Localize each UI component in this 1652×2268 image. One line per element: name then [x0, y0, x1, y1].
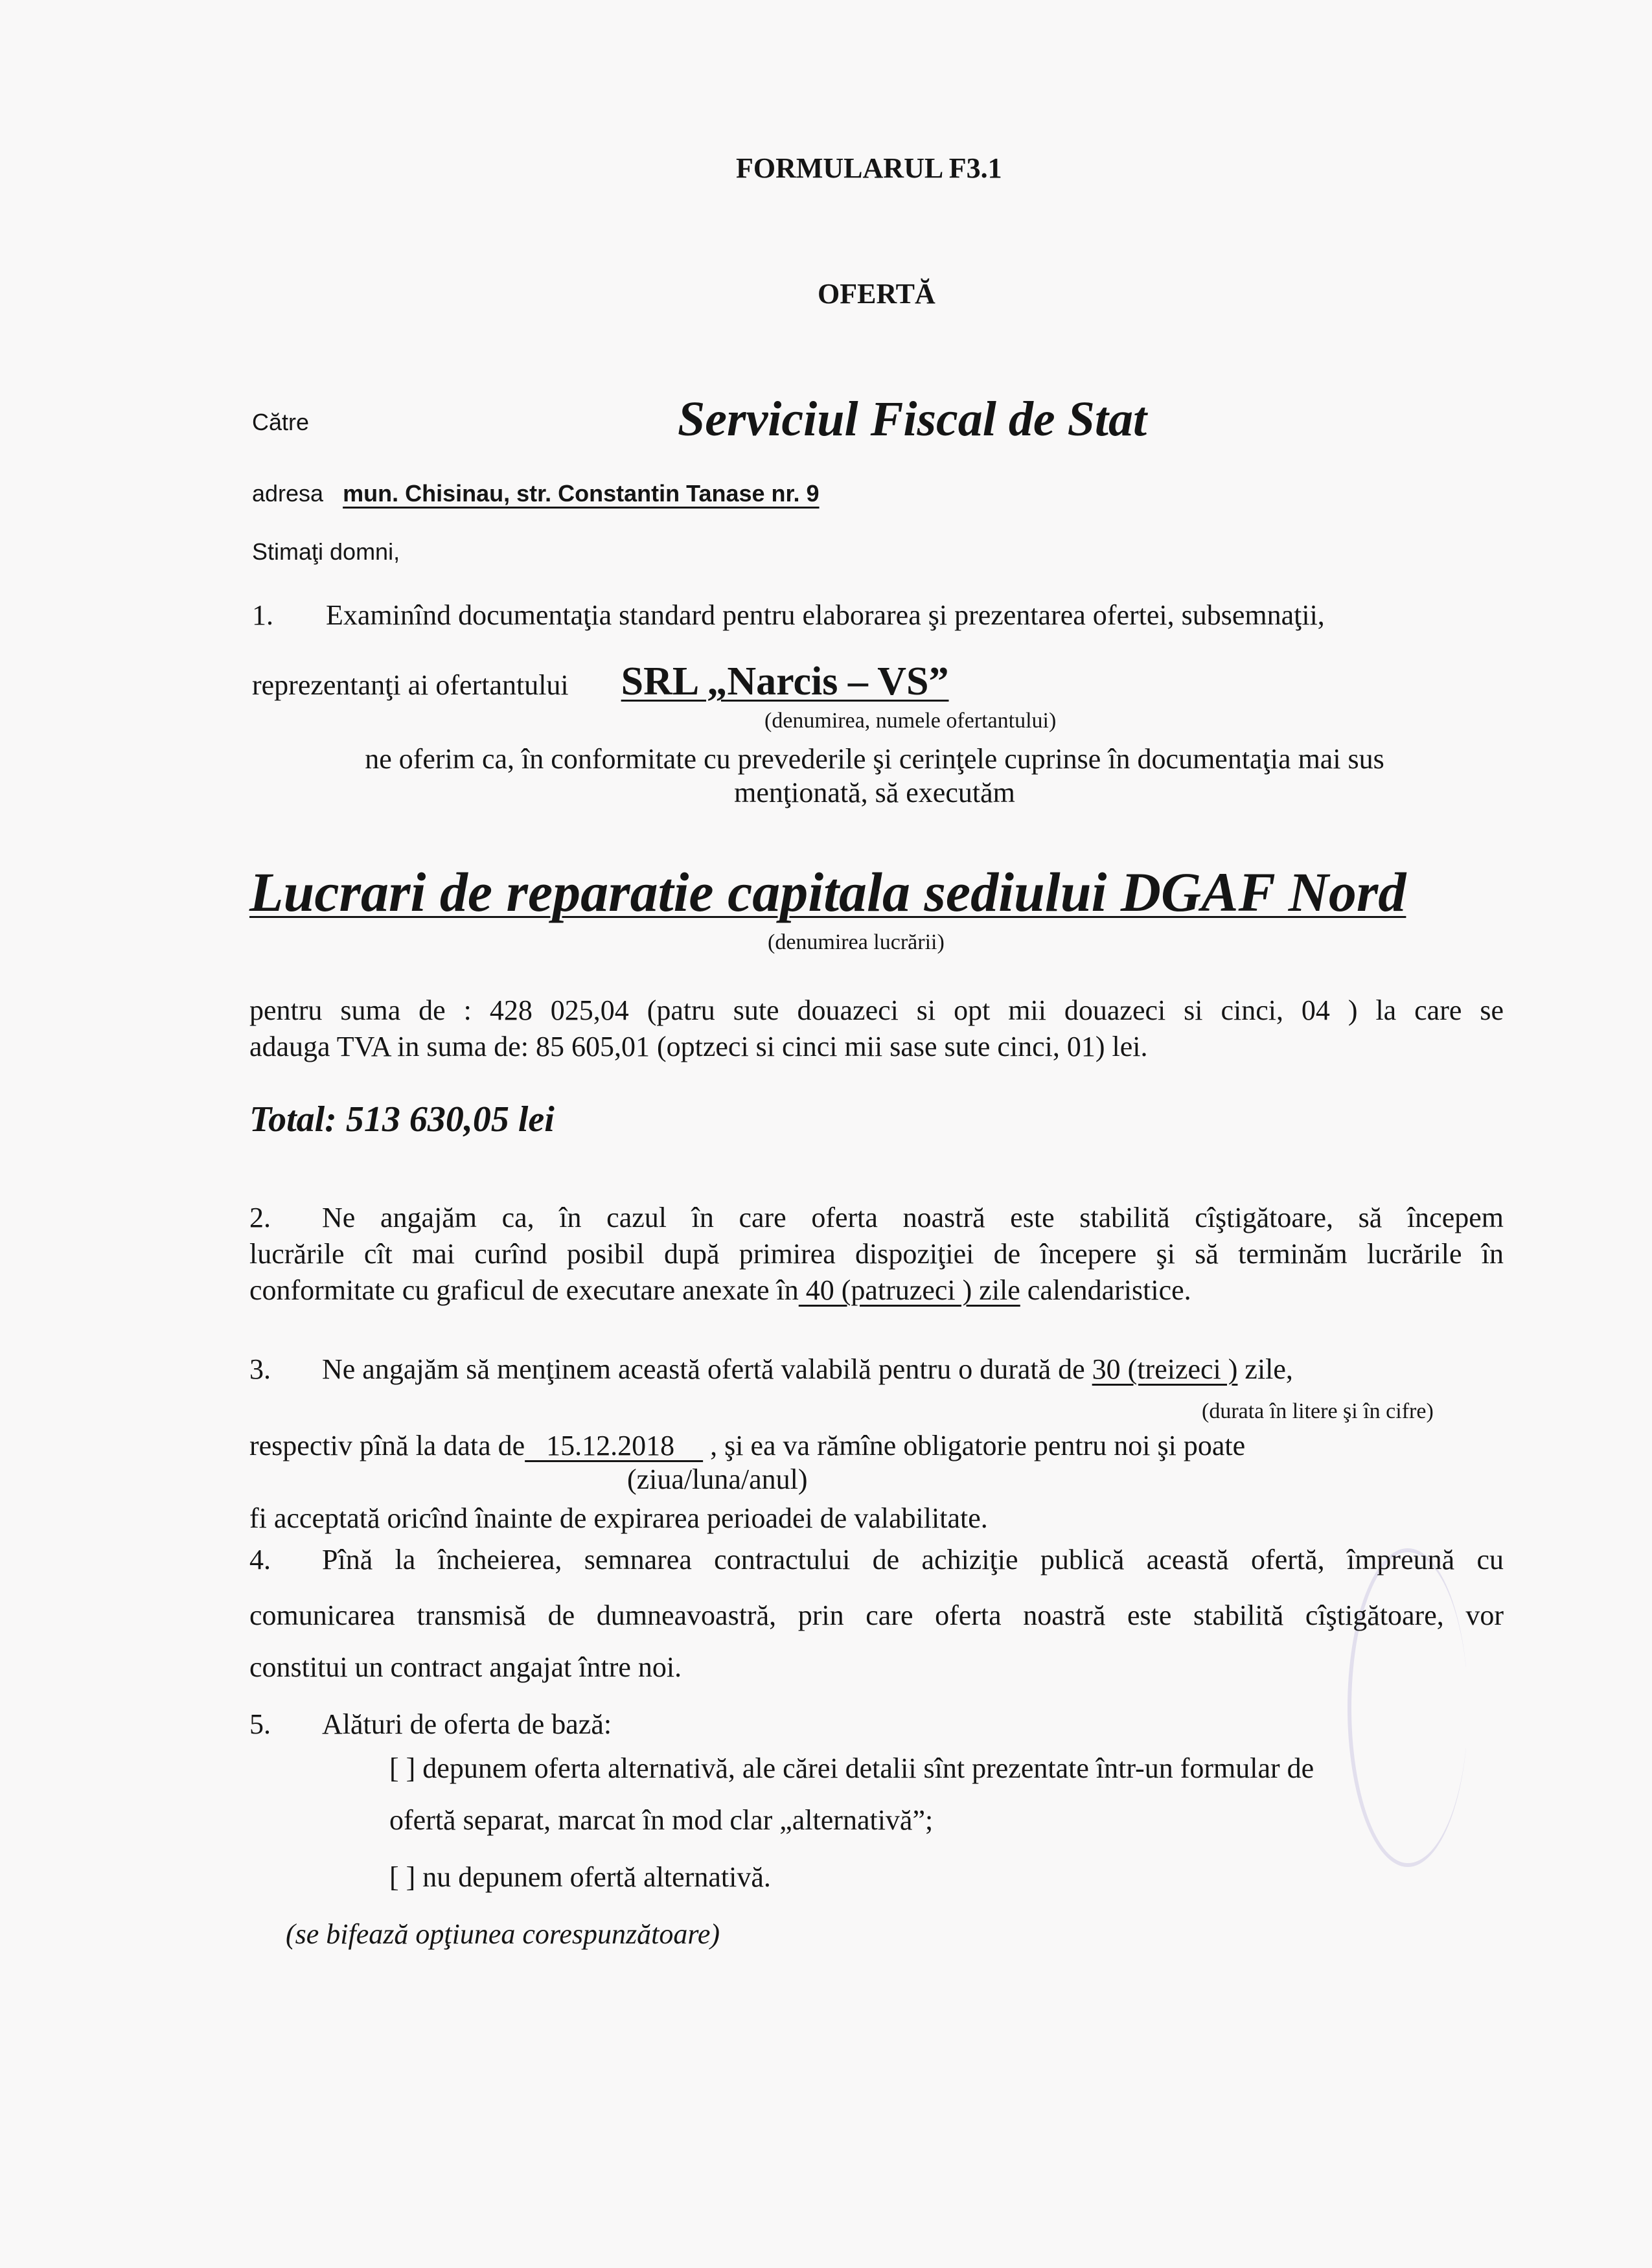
bidder-label: reprezentanţi ai ofertantului [252, 669, 569, 701]
p1-line1: Examinînd documentaţia standard pentru elaborarea şi prezentarea ofertei, subsemnaţii, [326, 599, 1325, 631]
validity-period: 30 (treizeci ) [1092, 1353, 1238, 1385]
work-title-text: Lucrari de reparatie capitala sediului DGAF Nord [249, 861, 1406, 923]
address-value: mun. Chisinau, str. Constantin Tanase nr. 9 [343, 480, 820, 507]
document-title: OFERTĂ [818, 278, 935, 310]
sum-line2: adauga TVA in suma de: 85 605,01 (optzeci si cinci mii sase sute cinci, 01) lei. [249, 1031, 1148, 1062]
p3-line1-suffix: zile, [1237, 1353, 1293, 1385]
p3-line1 [322, 1354, 1293, 1385]
p3-line2 [249, 1430, 1245, 1461]
form-code: FORMULARUL F3.1 [736, 152, 1002, 184]
p2-line2: lucrările cît mai curînd posibil după primirea dispoziţiei de începere şi să terminăm lucrările în [249, 1238, 1504, 1270]
address-line [252, 481, 820, 507]
recipient: Serviciul Fiscal de Stat [678, 392, 1147, 446]
p3-line2-suffix: , şi ea va rămîne obligatorie pentru noi şi poate [703, 1430, 1246, 1461]
address-label: adresa [252, 480, 324, 507]
option-alternative-line2: ofertă separat, marcat în mod clar „alternativă”; [389, 1804, 934, 1836]
option-alternative-line1[interactable]: [ ] depunem oferta alternativă, ale cărei detalii sînt prezentate într-un formular de [389, 1752, 1314, 1784]
sum-line1: pentru suma de : 428 025,04 (patru sute douazeci si opt mii douazeci si cinci, 04 ) la care se [249, 994, 1504, 1026]
work-caption: (denumirea lucrării) [768, 930, 945, 954]
p1-line3: ne oferim ca, în conformitate cu prevederile şi cerinţele cuprinse în documentaţia mai sus [365, 743, 1384, 775]
p3-line3: fi acceptată oricînd înainte de expirarea perioadei de valabilitate. [249, 1502, 988, 1534]
p3-line2-prefix: respectiv pînă la data de [249, 1430, 525, 1461]
p3-line1-prefix: Ne angajăm să menţinem această ofertă valabilă pentru o durată de [322, 1353, 1085, 1385]
bidder-name: SRL „Narcis – VS” [621, 659, 949, 704]
p2-line3 [249, 1275, 1191, 1306]
selection-note: (se bifează opţiunea corespunzătoare) [286, 1918, 720, 1950]
greeting: Stimaţi domni, [252, 538, 400, 565]
p2-line3-suffix: calendaristice. [1020, 1274, 1191, 1306]
p1-number: 1. [252, 599, 273, 631]
execution-duration: 40 (patruzeci ) zile [798, 1274, 1020, 1306]
recipient-label: Către [252, 409, 310, 435]
bidder-caption: (denumirea, numele ofertantului) [764, 709, 1057, 733]
p4-line1: Pînă la încheierea, semnarea contractului de achiziţie publică această ofertă, împreună cu [322, 1544, 1504, 1575]
stamp-mark [1348, 1548, 1468, 1867]
p3-number: 3. [249, 1353, 271, 1385]
p1-line2 [252, 659, 949, 704]
validity-date: 15.12.2018 [525, 1430, 704, 1461]
p4-number: 4. [249, 1544, 271, 1575]
total-amount: Total: 513 630,05 lei [249, 1099, 555, 1140]
p4-line3: constitui un contract angajat între noi. [249, 1651, 682, 1683]
p2-number: 2. [249, 1202, 271, 1233]
p1-line4: menţionată, să executăm [734, 777, 1015, 808]
option-no-alternative[interactable]: [ ] nu depunem ofertă alternativă. [389, 1861, 771, 1893]
p4-line2: comunicarea transmisă de dumneavoastră, prin care oferta noastră este stabilită cîştigătoare, vor [249, 1599, 1504, 1631]
validity-caption: (durata în litere şi în cifre) [1202, 1399, 1434, 1423]
p2-line3-prefix: conformitate cu graficul de executare anexate în [249, 1274, 799, 1306]
date-caption: (ziua/luna/anul) [627, 1463, 808, 1495]
p5-line1: Alături de oferta de bază: [322, 1708, 612, 1740]
p5-number: 5. [249, 1708, 271, 1740]
work-title [249, 862, 1406, 923]
p2-line1: Ne angajăm ca, în cazul în care oferta noastră este stabilită cîştigătoare, să începem [322, 1202, 1504, 1233]
